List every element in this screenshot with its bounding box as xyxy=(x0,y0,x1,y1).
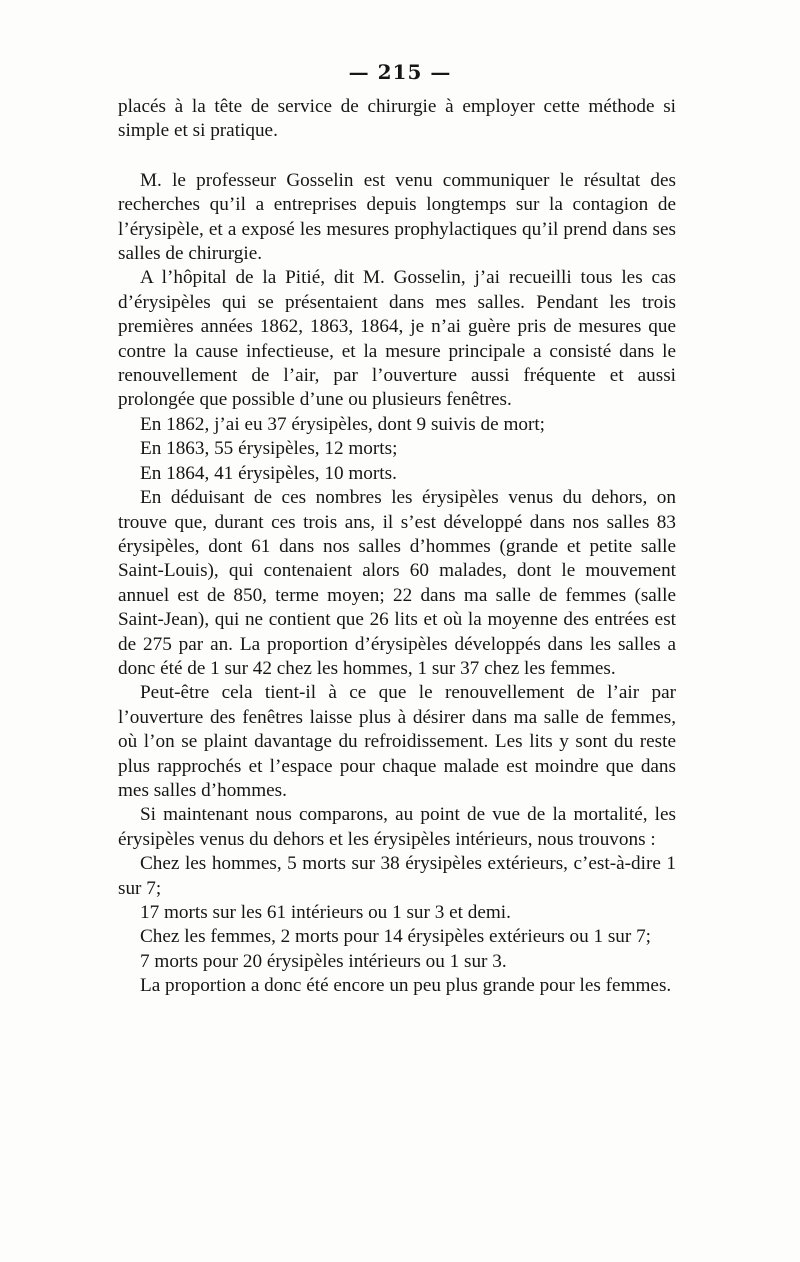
paragraph-5: En 1863, 55 érysipèles, 12 morts; xyxy=(140,438,398,460)
paragraph-14: La proportion a donc été encore un peu plus grande pour les femmes. xyxy=(140,975,672,997)
paragraph-2: M. le professeur Gosselin est venu communiquer le résultat des recherches qu’il a entreprises depuis longtemps sur la contagion de l’érysipèle, et a exposé les mesures prophylactiques qu’il prend dans ses salles de chirurgie. xyxy=(118,169,676,265)
paragraph-8: Peut-être cela tient-il à ce que le renouvellement de l’air par l’ouverture des fenêtres laisse plus à désirer dans ma salle de femmes, où l’on se plaint davantage du refroidissement. Les lits y sont du reste plus rapprochés et l’espace pour chaque malade est moindre que dans mes salles d’hommes. xyxy=(118,682,676,801)
page-number: — 215 — xyxy=(348,60,452,84)
paragraph-7: En déduisant de ces nombres les érysipèles venus du dehors, on trouve que, durant ces trois ans, il s’est développé dans nos salles 83 érysipèles, dont 61 dans nos salles d’hommes (grande et petite salle Saint-Louis), qui contenaient alors 60 malades, dont le mouvement annuel est de 850, terme moyen; 22 dans ma salle de femmes (salle Saint-Jean), qui ne contient que 26 lits et où la moyenne des entrées est de 275 par an. La proportion d’érysipèles développés dans les salles a donc été de 1 sur 42 chez les hommes, 1 sur 37 chez les femmes. xyxy=(118,487,676,679)
paragraph-9: Si maintenant nous comparons, au point de vue de la mortalité, les érysipèles venus du dehors et les érysipèles intérieurs, nous trouvons : xyxy=(118,804,676,850)
paragraph-11: 17 morts sur les 61 intérieurs ou 1 sur 3 et demi. xyxy=(140,902,511,923)
body-text xyxy=(118,95,676,999)
paragraph-1: placés à la tête de service de chirurgie à employer cette méthode si simple et si pratique. xyxy=(118,96,676,142)
paragraph-6: En 1864, 41 érysipèles, 10 morts. xyxy=(140,462,397,484)
paragraph-12: Chez les femmes, 2 morts pour 14 érysipèles extérieurs ou 1 sur 7; xyxy=(140,926,652,948)
paragraph-10: Chez les hommes, 5 morts sur 38 érysipèles extérieurs, c’est-à-dire 1 sur 7; xyxy=(118,853,676,899)
paragraph-3: A l’hôpital de la Pitié, dit M. Gosselin, j’ai recueilli tous les cas d’érysipèles qui se présentaient dans mes salles. Pendant les trois premières années 1862, 1863, 1864, je n’ai guère pris de mesures que contre la cause infectieuse, et la mesure principale a consisté dans le renouvellement de l’air, par l’ouverture aussi fréquente et aussi prolongée que possible d’une ou plusieurs fenêtres. xyxy=(118,267,676,411)
paragraph-13: 7 morts pour 20 érysipèles intérieurs ou 1 sur 3. xyxy=(140,950,507,972)
paragraph-4: En 1862, j’ai eu 37 érysipèles, dont 9 suivis de mort; xyxy=(140,413,546,435)
